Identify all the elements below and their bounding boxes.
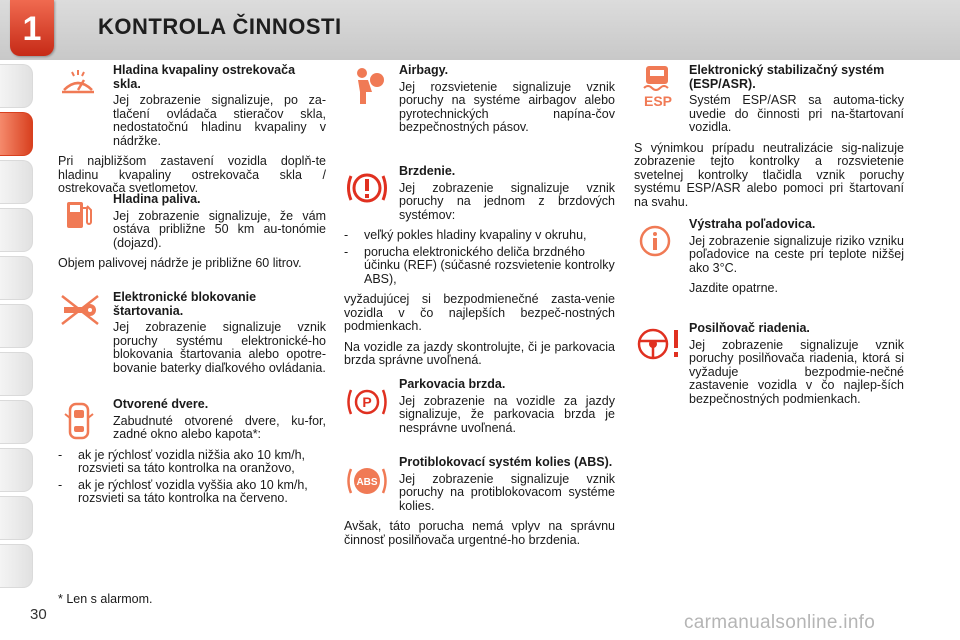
side-tab[interactable] — [0, 400, 33, 444]
footnote: * Len s alarmom. — [58, 592, 153, 606]
paragraph: Jej zobrazenie signalizuje vznik poruchy posilňovača riadenia, ktorá si vyžaduje bezpodmie-nečné zastavenie vozidla v čo najlep-ších bezpečnostných podmienkach. — [689, 337, 904, 406]
paragraph: Systém ESP/ASR sa automa-ticky uvedie do činnosti pri na-štartovaní vozidla. — [689, 93, 904, 134]
section-title: Parkovacia brzda. — [399, 377, 506, 391]
side-tab[interactable] — [0, 544, 33, 588]
section-title: Elektronický stabilizačný systém (ESP/ASR). — [689, 63, 885, 91]
list-item: - veľký pokles hladiny kvapaliny v okruhu, — [344, 229, 615, 243]
paragraph: Avšak, táto porucha nemá vplyv na správnu činnosť posilňovača urgentné-ho brzdenia. — [344, 519, 615, 547]
paragraph: Jej rozsvietenie signalizuje vznik poruchy na systéme airbagov alebo pyrotechnických napína-čov bezpečnostných pásov. — [399, 79, 615, 134]
side-tab[interactable] — [0, 64, 33, 108]
section-title: Hladina paliva. — [113, 192, 201, 206]
page-title: KONTROLA ČINNOSTI — [98, 14, 342, 39]
washer-fluid-section — [58, 64, 326, 203]
section-title: Otvorené dvere. — [113, 397, 209, 411]
side-tab[interactable] — [0, 256, 33, 300]
side-tab[interactable] — [0, 352, 33, 396]
svg-text:P: P — [362, 394, 372, 410]
paragraph: Jazdite opatrne. — [689, 281, 778, 295]
airbag-section — [344, 64, 615, 142]
brakes-list — [344, 229, 615, 286]
esp-icon-label: ESP — [643, 93, 673, 109]
chapter-side-tabs — [0, 64, 36, 584]
paragraph: Jej zobrazenie signalizuje vznik poruchy systému elektronické-ho blokovania štartovania alebo opotre-bovanie baterky diaľkového ovládania. — [113, 320, 326, 375]
abs-section — [344, 456, 615, 554]
paragraph: Objem palivovej nádrže je približne 60 litrov. — [58, 256, 302, 270]
paragraph: Jej zobrazenie signalizuje riziko vzniku poľadovice na ceste pri teplote nižšej ako 3°C. — [689, 233, 904, 275]
section-title: Hladina kvapaliny ostrekovača skla. — [113, 63, 296, 91]
side-tab[interactable] — [0, 496, 33, 540]
ice-warning-section — [634, 218, 904, 303]
doors-list — [58, 449, 326, 506]
paragraph: Zabudnuté otvorené dvere, ku-for, zadné okno alebo kapota*: — [113, 413, 326, 441]
paragraph: Na vozidle za jazdy skontrolujte, či je parkovacia brzda správne uvoľnená. — [344, 339, 615, 367]
page-number: 30 — [30, 606, 47, 623]
list-item: - ak je rýchlosť vozidla vyššia ako 10 km/h, rozsvieti sa táto kontrolka na červeno. — [58, 479, 326, 506]
section-title: Airbagy. — [399, 63, 449, 77]
section-title: Elektronické blokovanie štartovania. — [113, 290, 257, 318]
side-tab[interactable] — [0, 448, 33, 492]
section-title: Protiblokovací systém kolies (ABS). — [399, 455, 613, 469]
section-title: Brzdenie. — [399, 164, 456, 178]
brakes-section — [344, 165, 615, 375]
paragraph: Jej zobrazenie na vozidle za jazdy signalizuje, že parkovacia brzda je nesprávne uvoľnená. — [399, 393, 615, 435]
watermark: carmanualsonline.info — [684, 612, 876, 633]
side-tab[interactable] — [0, 304, 33, 348]
paragraph: Pri najbližšom zastavení vozidla doplň-te hladinu kvapaliny ostrekovača skla / ostrekovača svetlometov. — [58, 154, 326, 195]
list-item: - porucha elektronického deliča brzdného účinku (REF) (súčasné rozsvietenie kontrolky ABS), — [344, 246, 615, 287]
side-tab[interactable] — [0, 160, 33, 204]
power-steering-section — [634, 322, 904, 413]
paragraph: Jej zobrazenie signalizuje, že vám ostáva približne 50 km au-tonómie (dojazd). — [113, 208, 326, 250]
paragraph: S výnimkou prípadu neutralizácie sig-nalizuje zobrazenie tejto kontrolky a rozsvietenie svetelnej kontrolky tlačidla vznik poruchy systému ESP/ASR alebo pomoci pri štartovaní na svahu. — [634, 140, 904, 209]
abs-icon-label: ABS — [356, 477, 378, 488]
parking-brake-section — [344, 378, 615, 442]
paragraph: Jej zobrazenie signalizuje vznik poruchy na protiblokovacom systéme kolies. — [399, 471, 615, 513]
section-title: Výstraha poľadovica. — [689, 217, 816, 231]
chapter-tab[interactable]: 1 — [10, 0, 54, 56]
fuel-level-section — [58, 193, 326, 278]
list-item: - ak je rýchlosť vozidla nižšia ako 10 km/h, rozsvieti sa táto kontrolka na oranžovo, — [58, 449, 326, 476]
side-tab-active[interactable] — [0, 112, 33, 156]
open-doors-section — [58, 398, 326, 513]
paragraph: Jej zobrazenie signalizuje, po za-tlačení ovládača stieračov skla, nedostatočnú hladinu kvapaliny v nádržke. — [113, 93, 326, 148]
esp-section — [634, 64, 904, 216]
side-tab[interactable] — [0, 208, 33, 252]
paragraph: vyžadujúcej si bezpodmienečné zasta-venie vozidla v čo najlepších bezpeč-nostných podmienkach. — [344, 292, 615, 333]
section-title: Posilňovač riadenia. — [689, 321, 810, 335]
paragraph: Jej zobrazenie signalizuje vznik poruchy na jednom z brzdových systémov: — [399, 180, 615, 222]
immobiliser-section — [58, 291, 326, 382]
page-header — [0, 0, 960, 60]
